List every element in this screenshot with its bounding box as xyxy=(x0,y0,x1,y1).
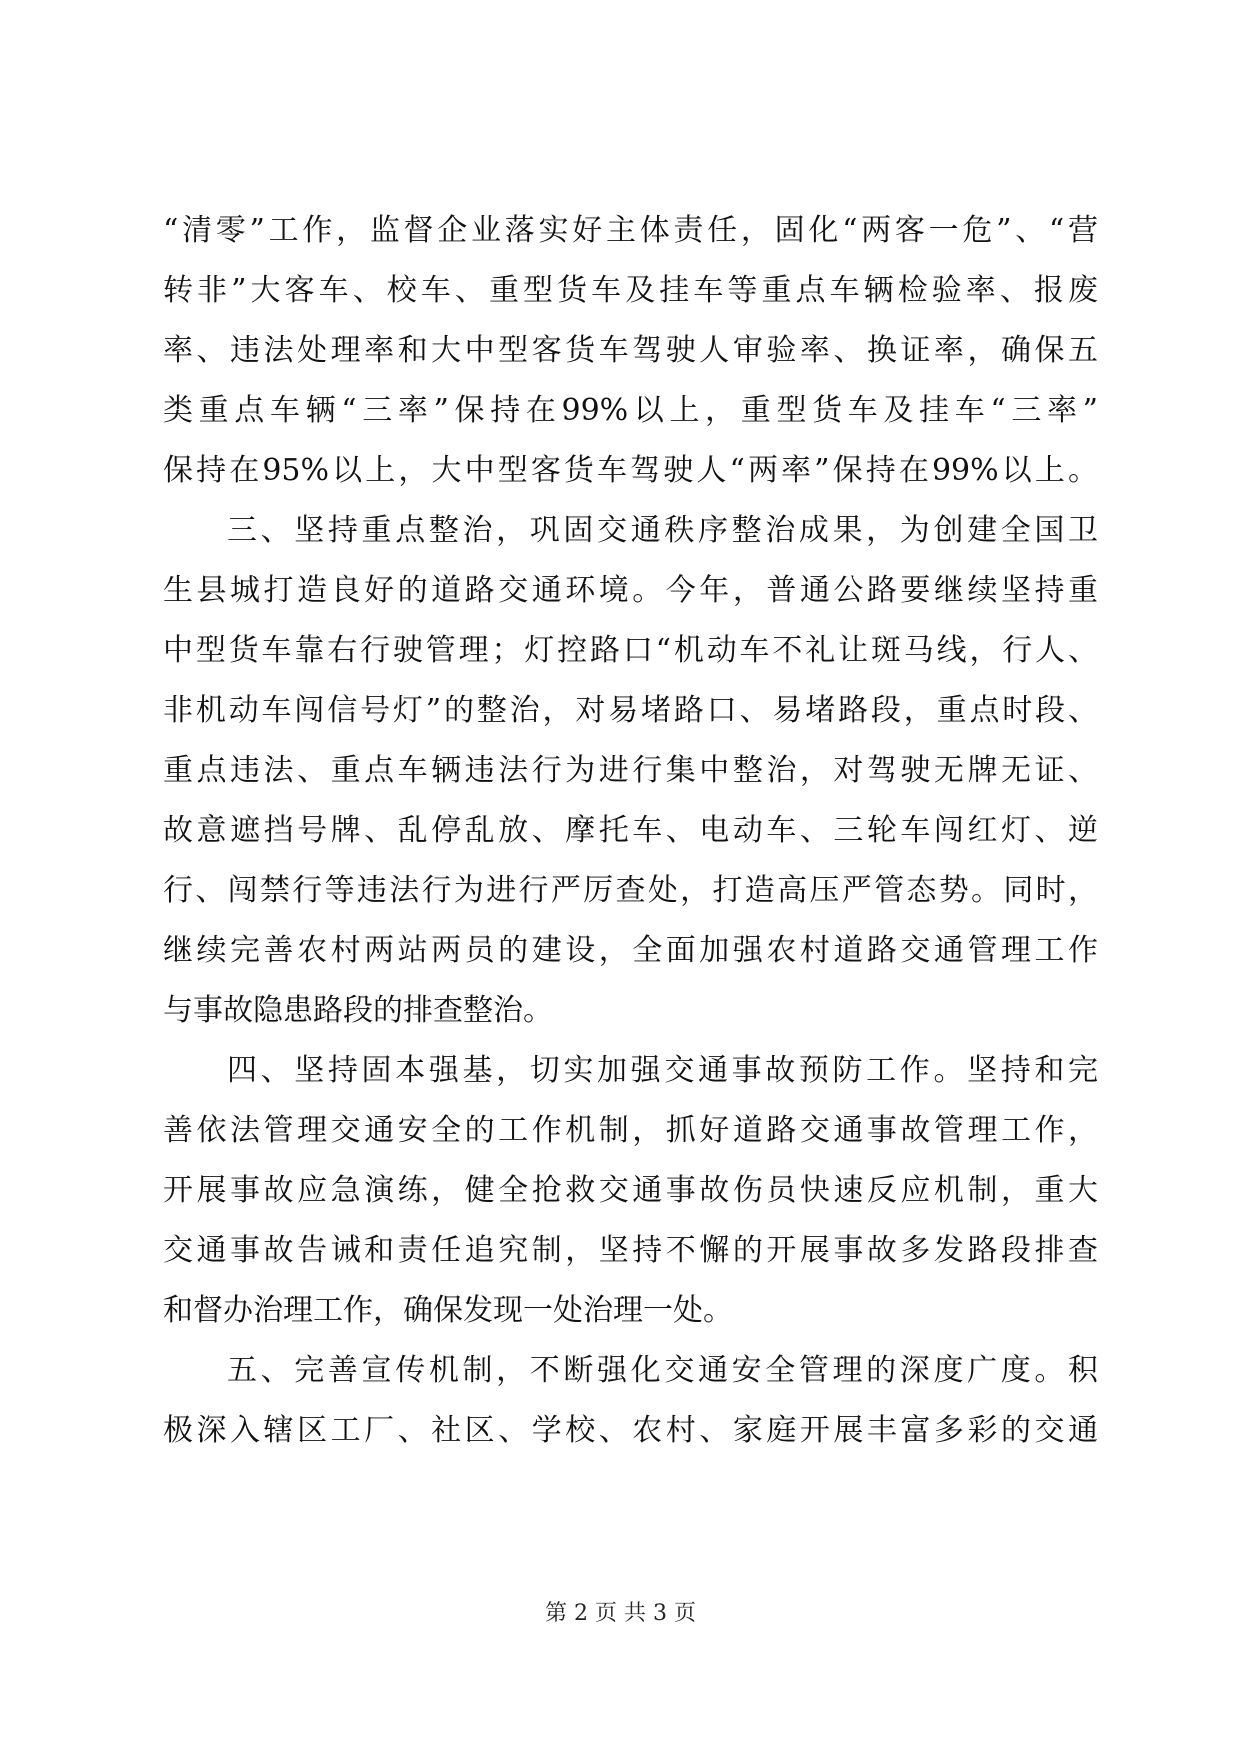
paragraph-5-heading-line: 五、完善宣传机制，不断强化交通安全管理的深度广度。积 xyxy=(227,1353,1098,1388)
text-line: 故意遮挡号牌、乱停乱放、摩托车、电动车、三轮车闯红灯、逆 xyxy=(163,813,1098,848)
text-line: 极深入辖区工厂、社区、学校、农村、家庭开展丰富多彩的交通 xyxy=(163,1413,1098,1448)
text-line: 保持在95%以上，大中型客货车驾驶人“两率”保持在99%以上。 xyxy=(163,453,1098,488)
text-line: 善依法管理交通安全的工作机制，抓好道路交通事故管理工作， xyxy=(163,1113,1098,1148)
text-line: 类重点车辆“三率”保持在99%以上，重型货车及挂车“三率” xyxy=(163,393,1098,428)
text-line: 和督办治理工作，确保发现一处治理一处。 xyxy=(163,1293,733,1328)
text-line: 继续完善农村两站两员的建设，全面加强农村道路交通管理工作 xyxy=(163,933,1098,968)
page-number: 第 2 页 共 3 页 xyxy=(545,1601,696,1626)
document-body xyxy=(163,201,1098,1461)
text-line: 生县城打造良好的道路交通环境。今年，普通公路要继续坚持重 xyxy=(163,573,1098,608)
text-line: 重点违法、重点车辆违法行为进行集中整治，对驾驶无牌无证、 xyxy=(163,753,1098,788)
text-line: 交通事故告诫和责任追究制，坚持不懈的开展事故多发路段排查 xyxy=(163,1233,1098,1268)
text-line: 与事故隐患路段的排查整治。 xyxy=(163,993,553,1028)
text-line: 率、违法处理率和大中型客货车驾驶人审验率、换证率，确保五 xyxy=(163,333,1098,368)
text-line: 非机动车闯信号灯”的整治，对易堵路口、易堵路段，重点时段、 xyxy=(163,693,1098,728)
text-line: “清零”工作，监督企业落实好主体责任，固化“两客一危”、“营 xyxy=(163,213,1098,248)
text-line: 行、闯禁行等违法行为进行严厉查处，打造高压严管态势。同时， xyxy=(163,873,1098,908)
paragraph-3-heading-line: 三、坚持重点整治，巩固交通秩序整治成果，为创建全国卫 xyxy=(227,513,1098,548)
paragraph-4-heading-line: 四、坚持固本强基，切实加强交通事故预防工作。坚持和完 xyxy=(227,1053,1098,1088)
page-footer xyxy=(0,1599,1241,1629)
text-line: 中型货车靠右行驶管理；灯控路口“机动车不礼让斑马线，行人、 xyxy=(163,633,1098,668)
text-line: 转非”大客车、校车、重型货车及挂车等重点车辆检验率、报废 xyxy=(163,273,1098,308)
text-line: 开展事故应急演练，健全抢救交通事故伤员快速反应机制，重大 xyxy=(163,1173,1098,1208)
